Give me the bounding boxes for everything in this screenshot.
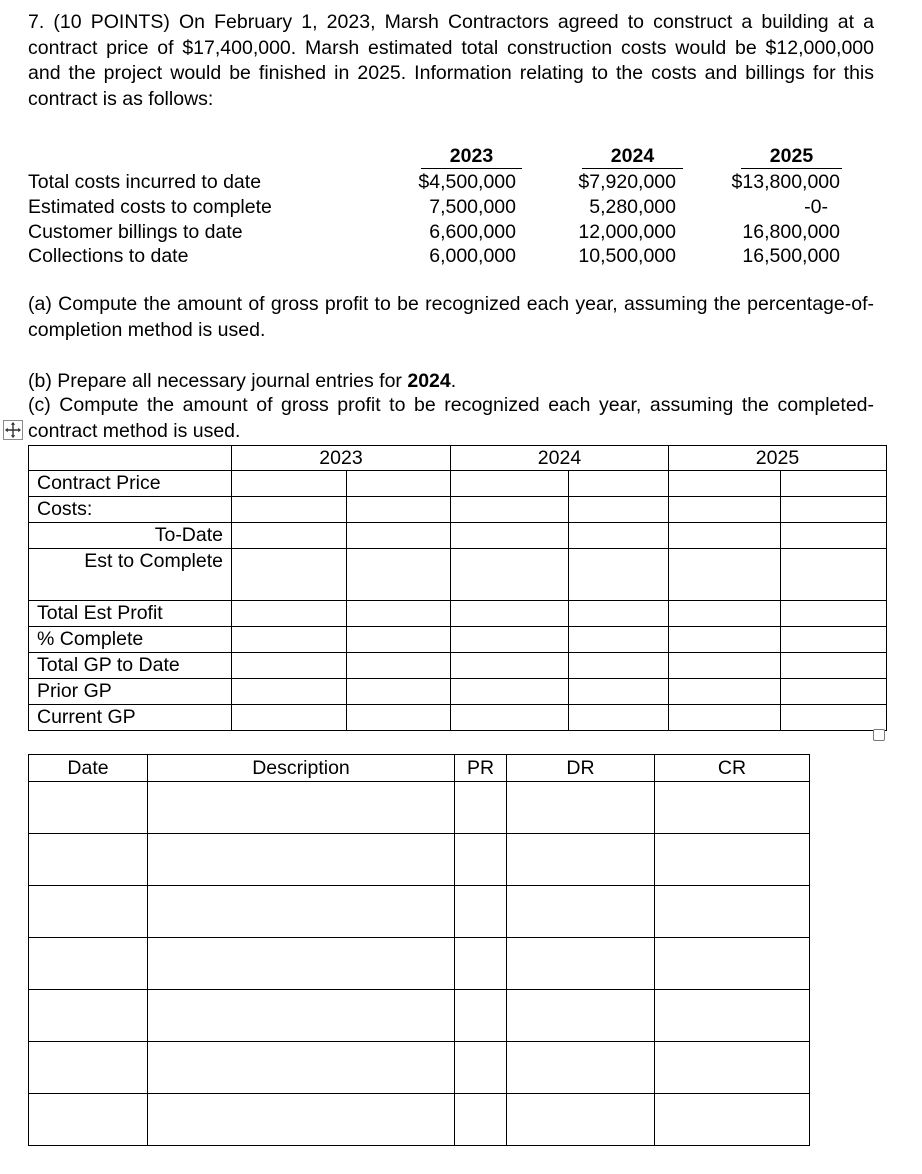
poc-row-contract-price bbox=[29, 471, 887, 497]
poc-cell[interactable] bbox=[347, 497, 451, 523]
poc-label: % Complete bbox=[29, 627, 232, 653]
journal-cell[interactable] bbox=[507, 834, 655, 886]
poc-label: Contract Price bbox=[29, 471, 232, 497]
journal-cell[interactable] bbox=[655, 1042, 810, 1094]
poc-cell[interactable] bbox=[451, 679, 569, 705]
journal-row bbox=[29, 782, 810, 834]
journal-row bbox=[29, 1094, 810, 1146]
journal-cell[interactable] bbox=[507, 938, 655, 990]
poc-cell[interactable] bbox=[232, 679, 347, 705]
poc-cell[interactable] bbox=[669, 549, 781, 601]
poc-header-blank bbox=[29, 446, 232, 471]
journal-cell[interactable] bbox=[655, 938, 810, 990]
journal-cell[interactable] bbox=[148, 990, 455, 1042]
journal-cell[interactable] bbox=[455, 938, 507, 990]
given-value: $4,500,000 bbox=[418, 171, 516, 193]
given-year-2025: 2025 bbox=[741, 145, 842, 169]
table-resize-handle[interactable] bbox=[873, 729, 885, 741]
poc-cell[interactable] bbox=[669, 523, 781, 549]
poc-cell[interactable] bbox=[451, 549, 569, 601]
poc-cell[interactable] bbox=[569, 471, 669, 497]
given-value: $7,920,000 bbox=[578, 171, 676, 193]
question-b-text: (b) Prepare all necessary journal entries for bbox=[28, 370, 408, 392]
poc-label: Prior GP bbox=[29, 679, 232, 705]
poc-cell[interactable] bbox=[569, 679, 669, 705]
journal-row bbox=[29, 886, 810, 938]
poc-cell[interactable] bbox=[451, 627, 569, 653]
journal-cell[interactable] bbox=[455, 886, 507, 938]
question-b-year: 2024 bbox=[407, 370, 451, 392]
journal-cell[interactable] bbox=[29, 834, 148, 886]
given-value: -0- bbox=[804, 196, 828, 218]
poc-cell[interactable] bbox=[451, 523, 569, 549]
poc-cell[interactable] bbox=[669, 601, 781, 627]
journal-cell[interactable] bbox=[455, 990, 507, 1042]
given-label-billings: Customer billings to date bbox=[28, 221, 243, 243]
poc-cell[interactable] bbox=[569, 523, 669, 549]
poc-cell[interactable] bbox=[232, 627, 347, 653]
poc-cell[interactable] bbox=[669, 471, 781, 497]
given-value: 16,800,000 bbox=[742, 221, 840, 243]
poc-cell[interactable] bbox=[347, 601, 451, 627]
journal-row bbox=[29, 990, 810, 1042]
journal-row bbox=[29, 1042, 810, 1094]
poc-cell[interactable] bbox=[347, 653, 451, 679]
journal-row bbox=[29, 834, 810, 886]
poc-row-pct-complete bbox=[29, 627, 887, 653]
poc-cell[interactable] bbox=[569, 653, 669, 679]
poc-cell[interactable] bbox=[451, 497, 569, 523]
poc-row-current-gp bbox=[29, 705, 887, 731]
journal-entry-table bbox=[28, 754, 810, 1146]
journal-cell[interactable] bbox=[29, 886, 148, 938]
poc-row-total-gp bbox=[29, 653, 887, 679]
journal-cell[interactable] bbox=[148, 834, 455, 886]
given-value: 10,500,000 bbox=[578, 245, 676, 267]
poc-cell[interactable] bbox=[232, 549, 347, 601]
journal-cell[interactable] bbox=[655, 782, 810, 834]
given-label-est-costs: Estimated costs to complete bbox=[28, 196, 272, 218]
poc-cell[interactable] bbox=[669, 679, 781, 705]
given-value: 12,000,000 bbox=[578, 221, 676, 243]
poc-cell[interactable] bbox=[451, 705, 569, 731]
given-year-2023: 2023 bbox=[421, 145, 522, 169]
poc-cell[interactable] bbox=[347, 679, 451, 705]
given-data-block bbox=[28, 145, 848, 270]
poc-row-prior-gp bbox=[29, 679, 887, 705]
question-b bbox=[28, 369, 874, 395]
poc-cell[interactable] bbox=[451, 471, 569, 497]
poc-cell[interactable] bbox=[569, 497, 669, 523]
poc-cell[interactable] bbox=[781, 601, 887, 627]
poc-label: Total GP to Date bbox=[29, 653, 232, 679]
question-b-end: . bbox=[450, 370, 457, 392]
poc-cell[interactable] bbox=[569, 705, 669, 731]
poc-cell[interactable] bbox=[347, 523, 451, 549]
poc-label: Total Est Profit bbox=[29, 601, 232, 627]
journal-header-dr: DR bbox=[507, 755, 655, 782]
poc-cell[interactable] bbox=[781, 523, 887, 549]
question-c: (c) Compute the amount of gross profit to be recognized each year, assuming the completed-contract method is used. bbox=[28, 394, 874, 442]
journal-cell[interactable] bbox=[148, 886, 455, 938]
poc-cell[interactable] bbox=[232, 523, 347, 549]
journal-cell[interactable] bbox=[655, 834, 810, 886]
given-value: 6,600,000 bbox=[429, 221, 516, 243]
given-value: 7,500,000 bbox=[429, 196, 516, 218]
poc-cell[interactable] bbox=[569, 601, 669, 627]
poc-cell[interactable] bbox=[669, 705, 781, 731]
journal-cell[interactable] bbox=[29, 938, 148, 990]
given-label-collections: Collections to date bbox=[28, 245, 189, 267]
poc-cell[interactable] bbox=[781, 705, 887, 731]
journal-cell[interactable] bbox=[148, 782, 455, 834]
poc-cell[interactable] bbox=[781, 549, 887, 601]
poc-cell[interactable] bbox=[669, 653, 781, 679]
poc-row-total-est-profit bbox=[29, 601, 887, 627]
poc-cell[interactable] bbox=[232, 471, 347, 497]
poc-header-2025: 2025 bbox=[669, 446, 887, 471]
journal-cell[interactable] bbox=[507, 782, 655, 834]
poc-cell[interactable] bbox=[669, 497, 781, 523]
poc-cell[interactable] bbox=[781, 627, 887, 653]
poc-cell[interactable] bbox=[451, 601, 569, 627]
poc-cell[interactable] bbox=[669, 627, 781, 653]
poc-cell[interactable] bbox=[781, 497, 887, 523]
journal-cell[interactable] bbox=[148, 1042, 455, 1094]
journal-cell[interactable] bbox=[655, 886, 810, 938]
poc-cell[interactable] bbox=[232, 653, 347, 679]
poc-cell[interactable] bbox=[781, 653, 887, 679]
journal-cell[interactable] bbox=[148, 938, 455, 990]
journal-cell[interactable] bbox=[507, 1042, 655, 1094]
poc-label: Costs: bbox=[29, 497, 232, 523]
poc-cell[interactable] bbox=[347, 627, 451, 653]
poc-cell[interactable] bbox=[232, 497, 347, 523]
journal-cell[interactable] bbox=[655, 990, 810, 1042]
given-year-2024: 2024 bbox=[582, 145, 683, 169]
given-label-costs-incurred: Total costs incurred to date bbox=[28, 171, 262, 193]
poc-cell[interactable] bbox=[451, 653, 569, 679]
poc-header-row bbox=[29, 446, 887, 471]
journal-header-description: Description bbox=[148, 755, 455, 782]
question-a: (a) Compute the amount of gross profit to be recognized each year, assuming the percentage-of-completion method is used. bbox=[28, 293, 874, 341]
journal-cell[interactable] bbox=[29, 990, 148, 1042]
journal-cell[interactable] bbox=[29, 1094, 148, 1146]
problem-statement: 7. (10 POINTS) On February 1, 2023, Marsh Contractors agreed to construct a building at a contract price of $17,400,000. Marsh estimated total construction costs would be $12,000,000 and the project would be finished in 2025. Information relating to the costs and billings for this contract is as follows: bbox=[28, 11, 874, 110]
journal-cell[interactable] bbox=[455, 1094, 507, 1146]
poc-worksheet-table bbox=[28, 445, 887, 731]
poc-cell[interactable] bbox=[232, 705, 347, 731]
journal-cell[interactable] bbox=[507, 886, 655, 938]
poc-cell[interactable] bbox=[569, 549, 669, 601]
journal-header-cr: CR bbox=[655, 755, 810, 782]
poc-header-2023: 2023 bbox=[232, 446, 451, 471]
poc-cell[interactable] bbox=[347, 471, 451, 497]
journal-cell[interactable] bbox=[455, 1042, 507, 1094]
journal-cell[interactable] bbox=[507, 1094, 655, 1146]
journal-cell[interactable] bbox=[148, 1094, 455, 1146]
poc-cell[interactable] bbox=[347, 549, 451, 601]
journal-header-pr: PR bbox=[455, 755, 507, 782]
poc-cell[interactable] bbox=[232, 601, 347, 627]
poc-cell[interactable] bbox=[781, 679, 887, 705]
poc-row-costs bbox=[29, 497, 887, 523]
journal-header-date: Date bbox=[29, 755, 148, 782]
journal-cell[interactable] bbox=[29, 782, 148, 834]
poc-row-est-to-complete bbox=[29, 549, 887, 601]
journal-cell[interactable] bbox=[455, 834, 507, 886]
journal-cell[interactable] bbox=[507, 990, 655, 1042]
table-move-handle-icon[interactable] bbox=[3, 420, 23, 440]
poc-cell[interactable] bbox=[781, 471, 887, 497]
journal-cell[interactable] bbox=[655, 1094, 810, 1146]
journal-row bbox=[29, 938, 810, 990]
given-value: 5,280,000 bbox=[589, 196, 676, 218]
poc-label: Est to Complete bbox=[29, 549, 232, 601]
poc-header-2024: 2024 bbox=[451, 446, 669, 471]
poc-row-to-date bbox=[29, 523, 887, 549]
journal-header-row bbox=[29, 755, 810, 782]
journal-cell[interactable] bbox=[29, 1042, 148, 1094]
journal-cell[interactable] bbox=[455, 782, 507, 834]
poc-cell[interactable] bbox=[569, 627, 669, 653]
poc-cell[interactable] bbox=[347, 705, 451, 731]
given-value: $13,800,000 bbox=[731, 171, 840, 193]
poc-label: Current GP bbox=[29, 705, 232, 731]
given-value: 6,000,000 bbox=[429, 245, 516, 267]
given-value: 16,500,000 bbox=[742, 245, 840, 267]
poc-label: To-Date bbox=[29, 523, 232, 549]
